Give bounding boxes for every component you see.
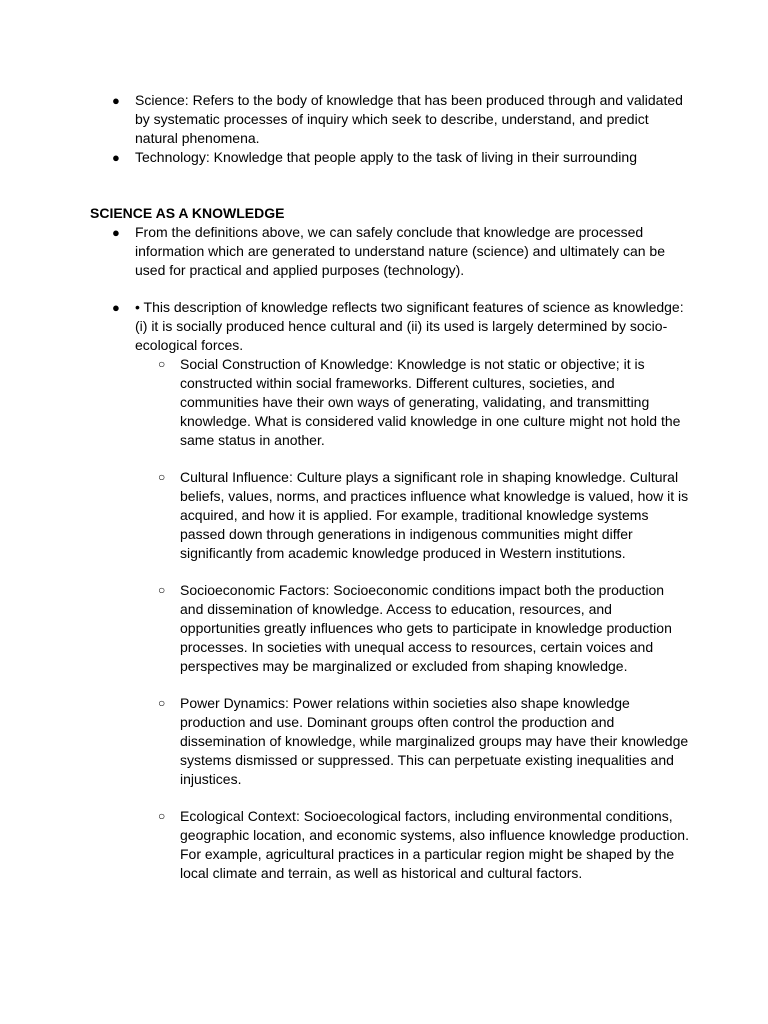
sublist-item-text: Social Construction of Knowledge: Knowledge is not static or objective; it is constructed within social frameworks. Different cultures, societies, and communities have their own ways of generating, validating, and transmitting knowledge. What is considered valid knowledge in one culture might not hold the same status in another. bbox=[180, 356, 681, 448]
spacer bbox=[90, 450, 690, 468]
list-item-definitions bbox=[90, 223, 690, 280]
sublist-item-socioeconomic bbox=[90, 581, 690, 676]
list-item-description bbox=[90, 298, 690, 355]
hollow-bullet-icon: ○ bbox=[158, 583, 166, 597]
sublist-item-text: Power Dynamics: Power relations within societies also shape knowledge production and use. Dominant groups often control the production and dissemination of knowledge, while marginalized groups may have their knowledge systems dismissed or suppressed. This can perpetuate existing inequalities and injustices. bbox=[180, 695, 689, 787]
spacer bbox=[90, 676, 690, 694]
section-heading: SCIENCE AS A KNOWLEDGE bbox=[90, 205, 285, 221]
sublist-item-text: Socioeconomic Factors: Socioeconomic conditions impact both the production and dissemination of knowledge. Access to education, resources, and opportunities greatly influences who gets to participate in knowledge production processes. In societies with unequal access to resources, certain voices and perspectives may be marginalized or excluded from shaping knowledge. bbox=[180, 582, 672, 674]
sublist-item-ecological-context bbox=[90, 807, 690, 883]
list-item-text: Technology: Knowledge that people apply to the task of living in their surrounding bbox=[135, 149, 637, 165]
bullet-icon: ● bbox=[112, 93, 120, 108]
list-item-text: From the definitions above, we can safely conclude that knowledge are processed information which are generated to understand nature (science) and ultimately can be used for practical and applied purposes (technology). bbox=[135, 224, 665, 278]
bullet-icon: ● bbox=[112, 225, 120, 240]
bullet-icon: ● bbox=[112, 150, 120, 165]
list-item-text: • This description of knowledge reflects two significant features of science as knowledge: (i) it is socially produced hence cultural and (ii) its used is largely determined by socio-ecological forces. bbox=[135, 299, 684, 353]
hollow-bullet-icon: ○ bbox=[158, 696, 166, 710]
spacer bbox=[90, 280, 690, 298]
hollow-bullet-icon: ○ bbox=[158, 809, 166, 823]
spacer bbox=[90, 563, 690, 581]
bullet-icon: ● bbox=[112, 300, 120, 315]
list-item-technology bbox=[90, 148, 690, 167]
list-item-text: Science: Refers to the body of knowledge that has been produced through and validated by systematic processes of inquiry which seek to describe, understand, and predict natural phenomena. bbox=[135, 92, 683, 146]
sublist-item-social-construction bbox=[90, 355, 690, 450]
sublist-item-text: Ecological Context: Socioecological factors, including environmental conditions, geographic location, and economic systems, also influence knowledge production. For example, agricultural practices in a particular region might be shaped by the local climate and terrain, as well as historical and cultural factors. bbox=[180, 808, 689, 881]
sublist-item-power-dynamics bbox=[90, 694, 690, 789]
sublist-item-text: Cultural Influence: Culture plays a significant role in shaping knowledge. Cultural beliefs, values, norms, and practices influence what knowledge is valued, how it is acquired, and how it is applied. For example, traditional knowledge systems passed down through generations in indigenous communities might differ significantly from academic knowledge produced in Western institutions. bbox=[180, 469, 689, 561]
sublist-item-cultural-influence bbox=[90, 468, 690, 563]
hollow-bullet-icon: ○ bbox=[158, 470, 166, 484]
list-item-science bbox=[90, 91, 690, 148]
hollow-bullet-icon: ○ bbox=[158, 357, 166, 371]
spacer bbox=[90, 789, 690, 807]
document-body bbox=[90, 91, 690, 883]
